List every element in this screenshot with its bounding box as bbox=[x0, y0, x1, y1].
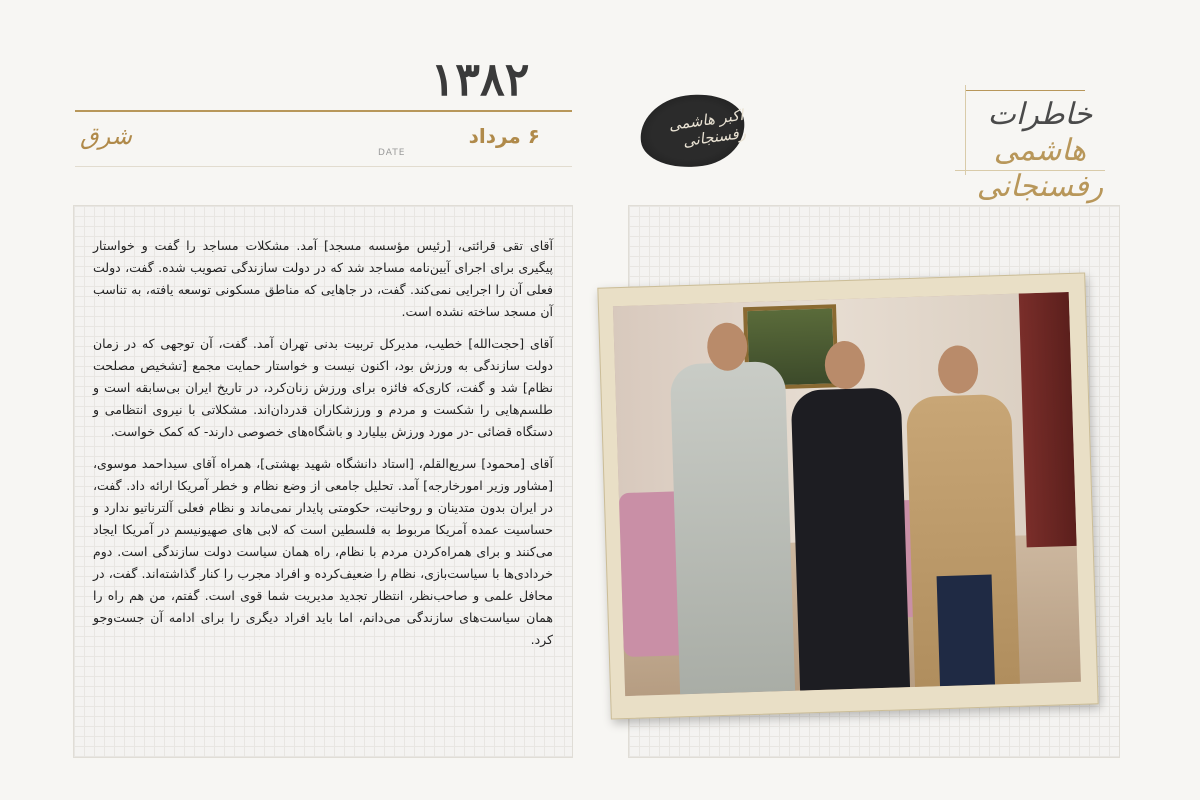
logo-text-b: هاشمی رفسنجانی bbox=[976, 133, 1104, 204]
article-body bbox=[93, 235, 553, 661]
logo-line bbox=[965, 90, 1085, 91]
date-label: DATE bbox=[378, 148, 406, 158]
signature-seal: اکبر هاشمی رفسنجانی bbox=[636, 88, 750, 174]
date-value: ۶ مرداد bbox=[468, 124, 540, 148]
person-figure bbox=[670, 361, 795, 694]
header-rule bbox=[75, 110, 572, 112]
person-legs bbox=[937, 575, 995, 687]
person-figure bbox=[791, 387, 910, 690]
article-paragraph: آقای [حجت‌الله] خطیب، مدیرکل تربیت بدنی تهران آمد. گفت، آن توجهی که در زمان دولت سازندگی به ورزش بود، اکنون نیست و خواستار حمایت مجمع [تشخیص مصلحت نظام] شد و گفت، کاری‌که فائزه برای ورزش زنان‌کرد، در تاریخ ایران بی‌سابقه است و طلسم‌هایی را شکست و مردم و ورزشکاران قدردان‌اند. مشکلاتی با نیروی انتظامی و دستگاه قضائی -در مورد ورزش بیلیارد و باشگاه‌های خصوصی دارند- که کمک خواست. bbox=[93, 336, 553, 439]
logo-text bbox=[960, 97, 1120, 205]
scene-curtain bbox=[1019, 292, 1077, 547]
brand-logo: شرق bbox=[80, 122, 132, 150]
photo-frame bbox=[597, 272, 1098, 719]
photo-scene bbox=[613, 292, 1081, 696]
person-figure bbox=[906, 394, 1020, 687]
logo-text-a: خاطرات bbox=[987, 97, 1093, 132]
article-paragraph: آقای تقی قرائتی، [رئیس مؤسسه مسجد] آمد. مشکلات مساجد را گفت و خواستار پیگیری برای اجرای آیین‌نامه مساجد شد که در دولت سازندگی تصویب شده. گفت، دولت فعلی آن را اجرایی نمی‌کند. گفت، در جاهایی که مناطق مسکونی توسعه یافته، به تناسب آن مسجد ساخته نشده است. bbox=[93, 238, 553, 319]
header-divider bbox=[75, 166, 572, 167]
photo-image bbox=[613, 292, 1081, 696]
year-heading: ۱۳۸۲ bbox=[430, 52, 530, 106]
person-head bbox=[706, 322, 747, 371]
memoir-logo bbox=[955, 75, 1125, 204]
article-paragraph: آقای [محمود] سریع‌القلم، [استاد دانشگاه شهید بهشتی]، همراه آقای سیداحمد موسوی، [مشاور وزیر امورخارجه] آمد. تحلیل جامعی از وضع نظام و خطر آمریکا ارائه داد. گفت، در ایران بدون متدینان و روحانیت، حکومتی پایدار نمی‌ماند و نظام فعلی آلترناتیو ندارد و حساسیت عمده آمریکا مربوط به فلسطین است که لابی های صهیونیسم در آمریکا ایجاد می‌کنند و برای همراه‌کردن مردم با نظام، راه همان سیاست دولت سازندگی است. دوم خردادی‌ها با سیاست‌بازی، نظام را ضعیف‌کرده و افراد مجرب را کنار گذاشته‌اند. گفت، در محافل علمی و صاحب‌نظر، انتظار تجدید مدیریت شما قوی است. گفتم، من هم راه را همان سیاست‌های سازندگی می‌دانم، اما باید افراد دیگری را برای ادامه آن جست‌وجو کرد. bbox=[93, 456, 553, 647]
